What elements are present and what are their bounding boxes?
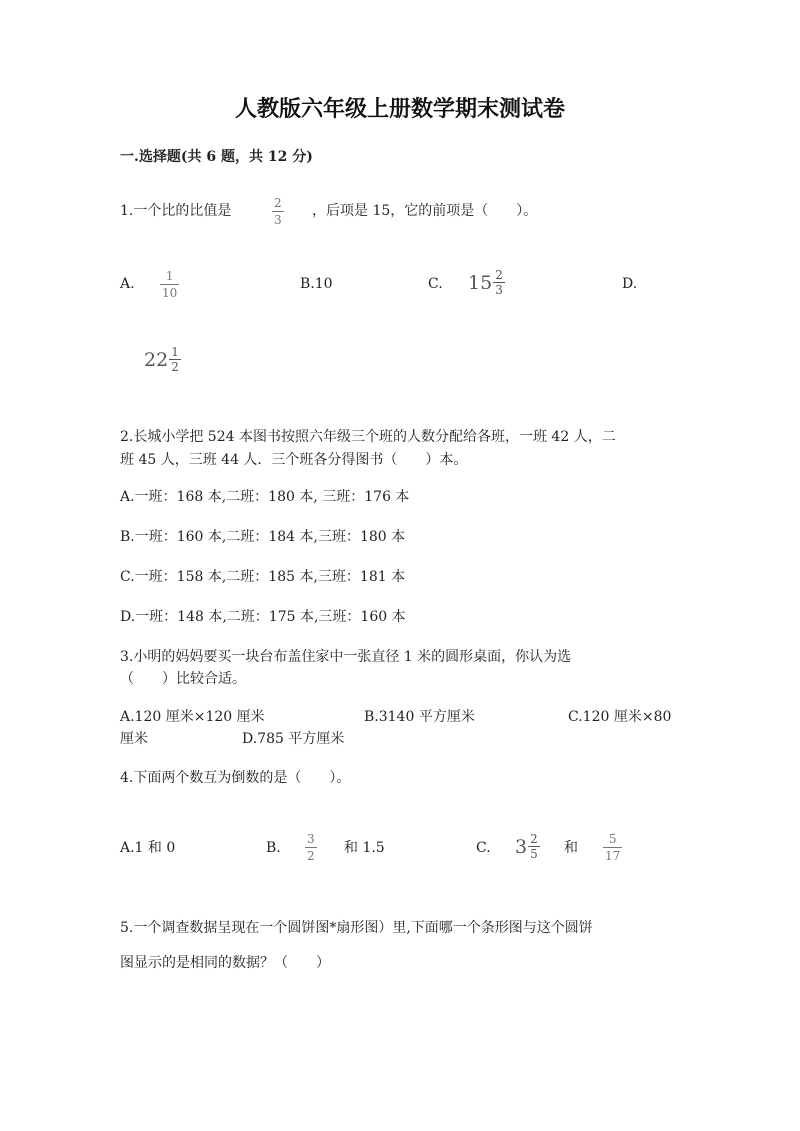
q1-option-c-fraction bbox=[493, 268, 505, 297]
q2-stem-line1: 2.长城小学把 524 本图书按照六年级三个班的人数分配给各班，一班 42 人，二 bbox=[120, 429, 616, 445]
q1-stem-post: ，后项是 15，它的前项是（ ）。 bbox=[312, 203, 538, 219]
q1-option-c-mixed-number bbox=[468, 268, 505, 297]
page-title: 人教版六年级上册数学期末测试卷 bbox=[234, 96, 565, 122]
q1-option-d-numerator: 1 bbox=[171, 345, 179, 359]
q4-option-a: A.1 和 0 bbox=[120, 840, 176, 856]
q1-option-c-whole: 15 bbox=[468, 271, 493, 294]
q2-option-d: D.一班：148 本,二班：175 本,三班：160 本 bbox=[120, 609, 406, 625]
q1-option-a-numerator: 1 bbox=[165, 269, 174, 283]
q2-option-a: A.一班：168 本,二班：180 本, 三班：176 本 bbox=[120, 489, 410, 505]
q2-stem-line2: 班 45 人，三班 44 人．三个班各分得图书（ ）本。 bbox=[120, 452, 468, 468]
q1-fraction bbox=[272, 197, 284, 226]
q1-option-a-denominator: 10 bbox=[162, 286, 178, 300]
q1-option-a-fraction bbox=[160, 270, 179, 299]
q4-option-b-numerator: 3 bbox=[307, 832, 315, 846]
section-heading: 一.选择题(共 6 题，共 12 分) bbox=[120, 149, 313, 165]
q1-stem-pre: 1.一个比的比值是 bbox=[120, 203, 232, 219]
q1-option-d-denominator: 2 bbox=[171, 360, 179, 374]
q4-option-c-whole: 3 bbox=[515, 835, 528, 858]
q4-option-b-label: B. bbox=[266, 840, 281, 856]
q4-option-b-fraction bbox=[305, 833, 317, 862]
q4-option-c-second-denominator: 17 bbox=[605, 849, 621, 863]
q4-option-c-fraction-second bbox=[603, 833, 622, 862]
q1-option-d-mixed-number bbox=[144, 345, 181, 374]
q1-fraction-denominator: 3 bbox=[274, 213, 282, 227]
q4-option-c-label: C. bbox=[476, 840, 491, 856]
q3-option-c-continued: 厘米 bbox=[120, 731, 148, 747]
q1-option-c-label: C. bbox=[428, 276, 443, 292]
q4-stem: 4.下面两个数互为倒数的是（ ）。 bbox=[120, 770, 351, 786]
q1-option-d-fraction bbox=[169, 345, 181, 374]
q4-option-b-text: 和 1.5 bbox=[344, 840, 385, 856]
q1-option-a-label: A. bbox=[120, 276, 135, 292]
q1-fraction-numerator: 2 bbox=[274, 196, 282, 210]
q1-option-c-numerator: 2 bbox=[495, 268, 503, 282]
q1-option-d-label: D. bbox=[622, 276, 638, 292]
q2-option-c: C.一班：158 本,二班：185 本,三班：181 本 bbox=[120, 569, 406, 585]
q3-option-c: C.120 厘米×80 bbox=[568, 709, 672, 725]
q1-option-d-whole: 22 bbox=[144, 348, 169, 371]
q4-option-c-numerator: 2 bbox=[530, 832, 538, 846]
q1-option-b: B.10 bbox=[300, 276, 333, 292]
q3-stem-line1: 3.小明的妈妈要买一块台布盖住家中一张直径 1 米的圆形桌面，你认为选 bbox=[120, 649, 572, 665]
q3-option-d: D.785 平方厘米 bbox=[242, 731, 345, 747]
q4-option-c-mixed-number bbox=[515, 832, 540, 861]
q4-option-c-fraction bbox=[528, 832, 540, 861]
q3-option-b: B.3140 平方厘米 bbox=[364, 709, 475, 725]
q5-stem-line1: 5.一个调查数据呈现在一个圆饼图*扇形图）里,下面哪一个条形图与这个圆饼 bbox=[120, 920, 593, 936]
q3-option-a: A.120 厘米×120 厘米 bbox=[120, 709, 265, 725]
q4-option-c-and: 和 bbox=[564, 840, 578, 856]
q4-option-c-second-numerator: 5 bbox=[608, 832, 617, 846]
q1-option-c-denominator: 3 bbox=[495, 283, 503, 297]
q4-option-b-denominator: 2 bbox=[307, 849, 315, 863]
q5-stem-line2: 图显示的是相同的数据？（ ） bbox=[120, 955, 330, 971]
q4-option-c-denominator: 5 bbox=[530, 847, 538, 861]
q2-option-b: B.一班：160 本,二班：184 本,三班：180 本 bbox=[120, 529, 406, 545]
q3-stem-line2: （ ）比较合适。 bbox=[120, 671, 246, 687]
